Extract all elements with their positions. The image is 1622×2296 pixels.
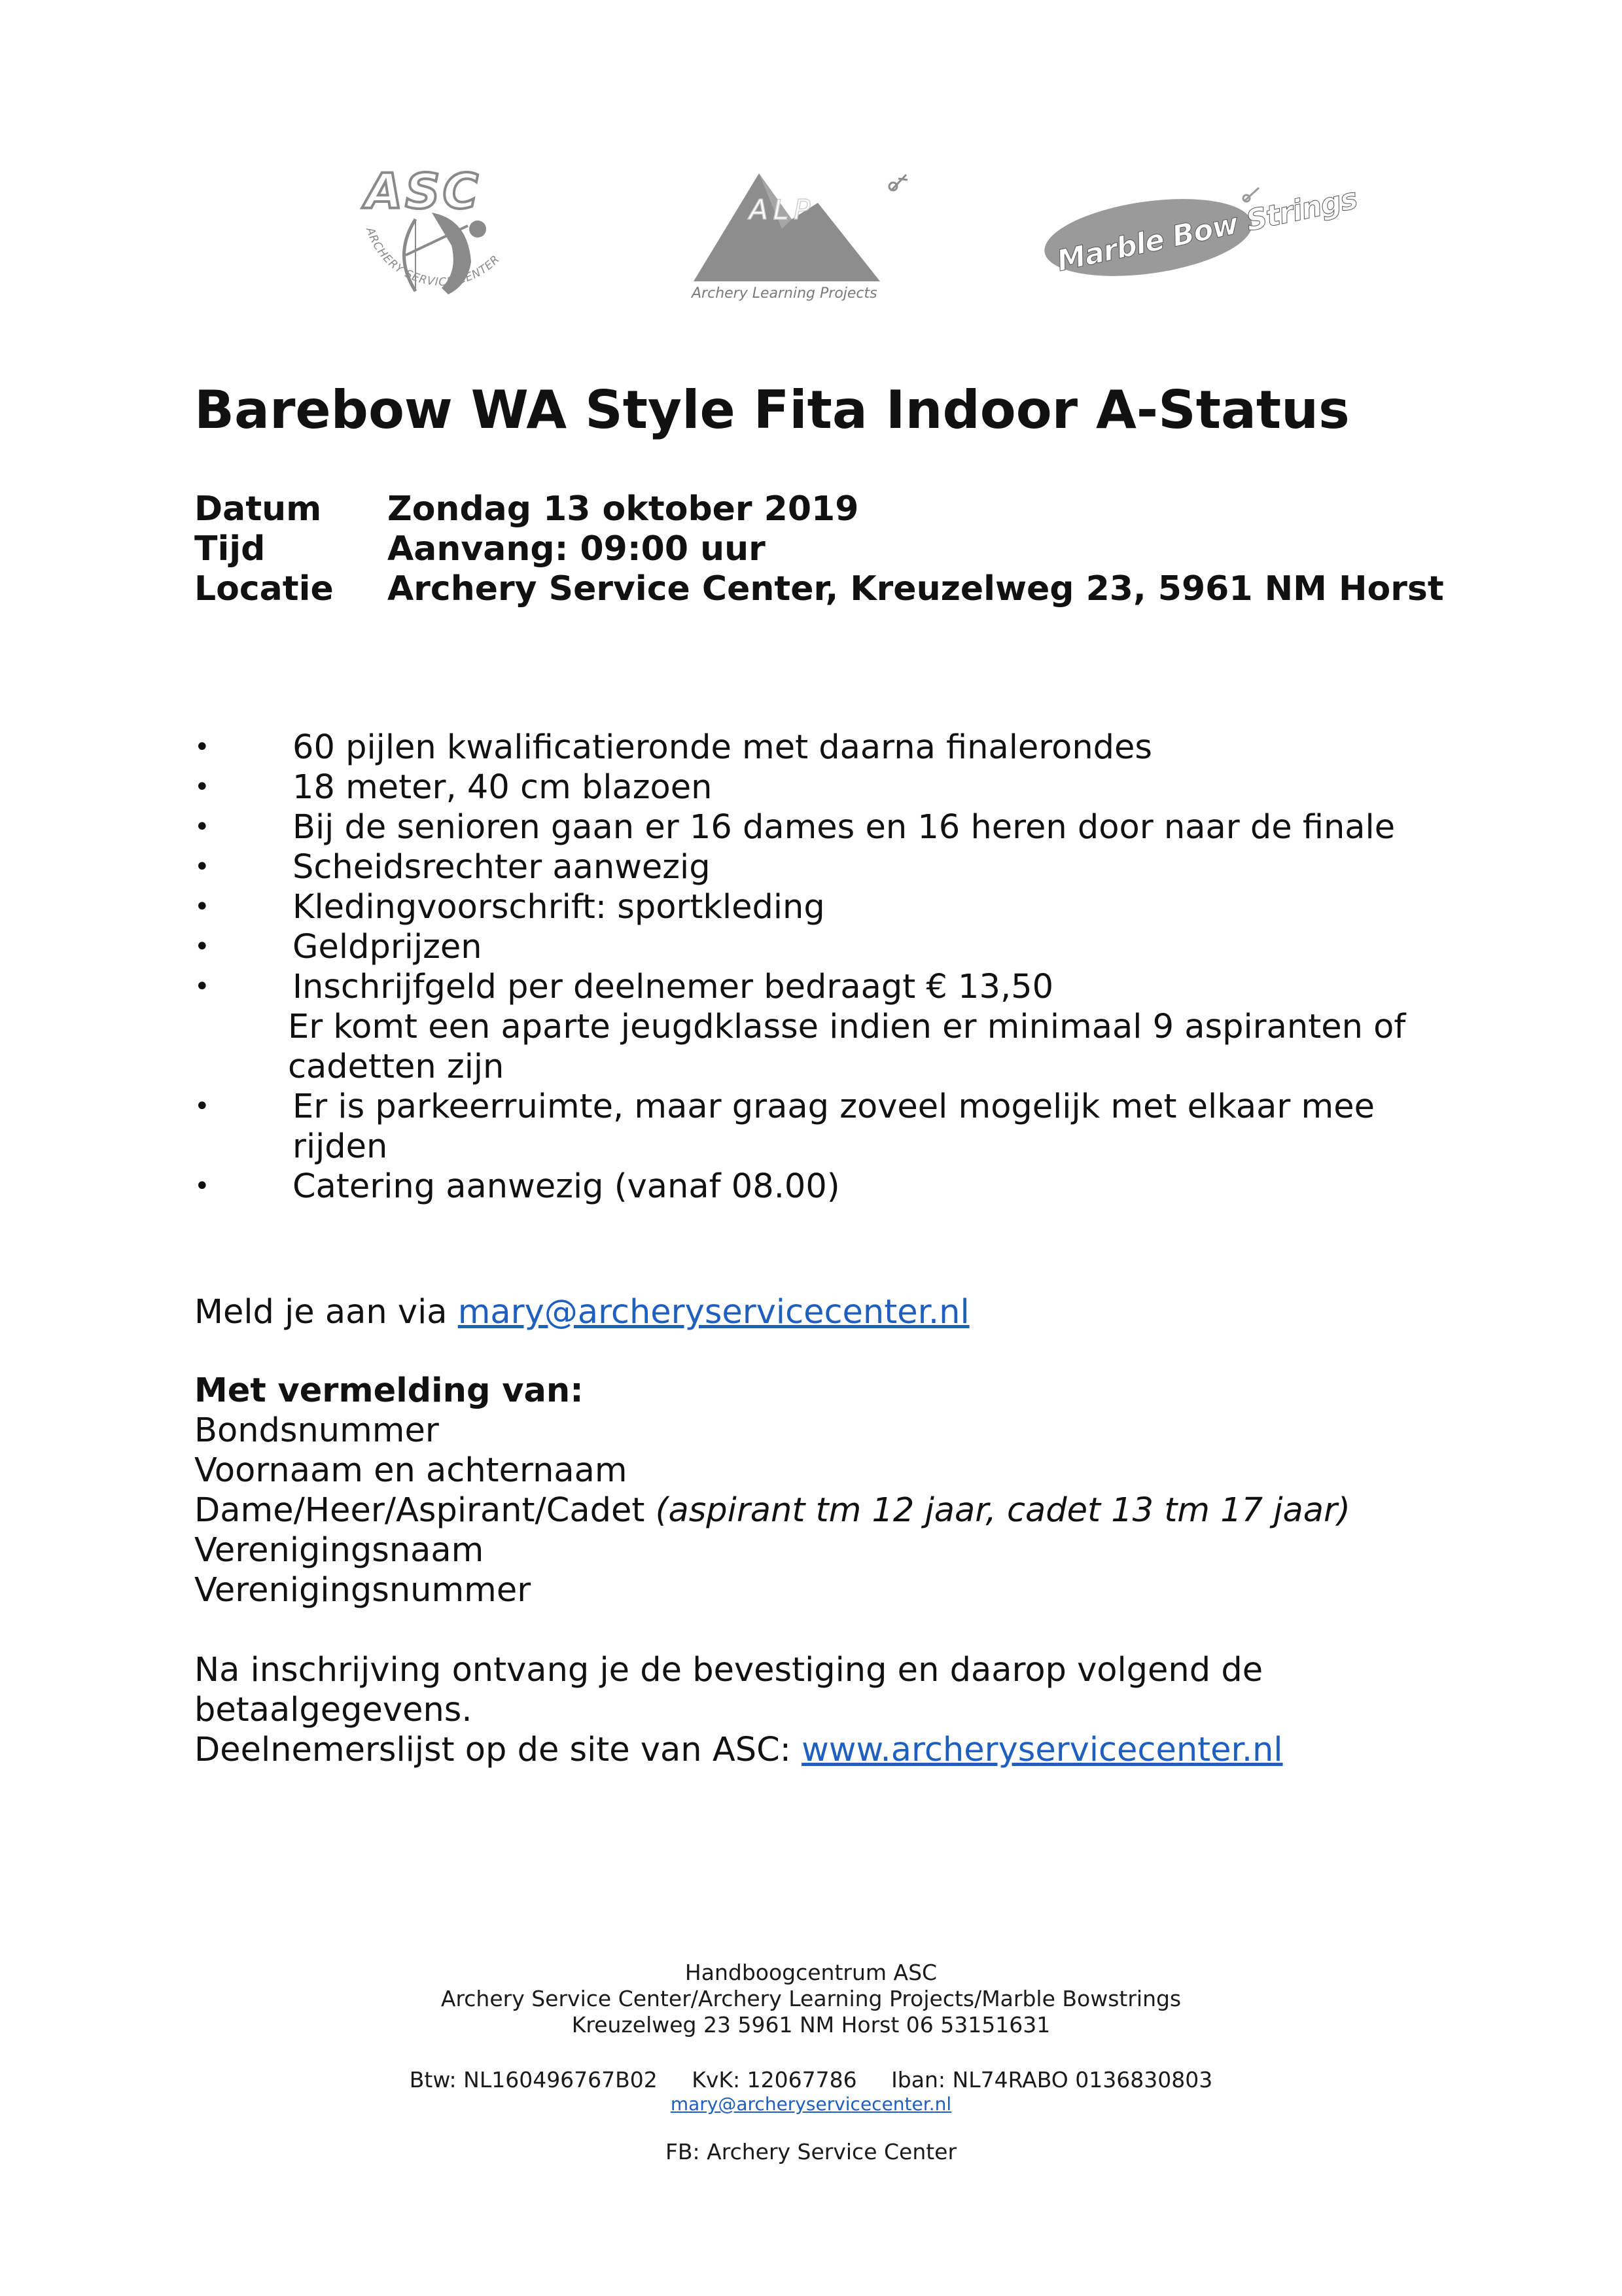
list-item-text: Catering aanwezig (vanaf 08.00) [292, 1167, 840, 1206]
signup-line [194, 1292, 970, 1332]
list-item [194, 768, 1536, 807]
list-item-text: Bij de senioren gaan er 16 dames en 16 heren door naar de finale [292, 808, 1396, 847]
alp-logo-caption: Archery Learning Projects [692, 285, 877, 302]
footer-line: Kreuzelweg 23 5961 NM Horst 06 53151631 [571, 2012, 1051, 2038]
required-fields [194, 1371, 1350, 1610]
bullet-icon: • [194, 972, 210, 1002]
footer-email-link[interactable]: mary@archeryservicecenter.nl [670, 2093, 952, 2115]
field-item: Verenigingsnaam [194, 1531, 484, 1570]
list-item [194, 967, 1536, 1007]
info-row-tijd [194, 529, 1444, 569]
list-item-text: Inschrijfgeld per deelnemer bedraagt € 13,50 [292, 968, 1054, 1006]
field-item: Verenigingsnummer [194, 1571, 531, 1610]
signup-email-link[interactable]: mary@archeryservicecenter.nl [457, 1293, 970, 1332]
bullet-icon: • [194, 732, 210, 762]
bullet-icon: • [194, 892, 210, 922]
bullet-icon: • [194, 812, 210, 842]
closing-text: Deelnemerslijst op de site van ASC: [194, 1731, 802, 1769]
list-item [194, 728, 1536, 768]
footer-line: Btw: NL160496767B02 KvK: 12067786 Iban: NL74RABO 0136830803 [409, 2067, 1213, 2093]
footer-line: FB: Archery Service Center [665, 2139, 957, 2164]
info-value: Aanvang: 09:00 uur [387, 529, 766, 569]
alp-logo-letters: ALP [749, 194, 816, 226]
list-item-text: 60 pijlen kwalificatieronde met daarna finalerondes [292, 728, 1152, 767]
info-label: Datum [194, 489, 322, 529]
event-info [194, 489, 1444, 609]
field-item: Bondsnummer [194, 1411, 439, 1450]
website-link[interactable]: www.archeryservicecenter.nl [802, 1731, 1283, 1769]
bullet-icon: • [194, 932, 210, 962]
marble-logo-text: Marble Bow Strings [1053, 182, 1360, 279]
list-item-text: Kledingvoorschrift: sportkleding [292, 888, 825, 927]
list-item-text: Er is parkeerruimte, maar graag zoveel mogelijk met elkaar mee [292, 1087, 1375, 1126]
field-item: Voornaam en achternaam [194, 1451, 627, 1490]
closing-line: betaalgegevens. [194, 1691, 472, 1729]
list-item-note: cadetten zijn [288, 1048, 504, 1086]
list-item [194, 1167, 1536, 1207]
signup-text: Meld je aan via [194, 1293, 458, 1332]
closing-line [194, 1730, 1283, 1770]
info-value: Zondag 13 oktober 2019 [387, 489, 859, 529]
list-item [194, 1087, 1536, 1127]
field-item-text: Dame/Heer/Aspirant/Cadet [194, 1491, 656, 1530]
list-item [194, 807, 1536, 847]
bullet-icon: • [194, 772, 210, 802]
asc-logo-letters: ASC [365, 164, 481, 220]
alp-logo [684, 167, 926, 304]
list-item [194, 847, 1536, 887]
bullet-icon: • [194, 852, 210, 882]
asc-logo-ring-text: ARCHERY SERVICE CENTER [363, 226, 503, 289]
info-row-locatie [194, 569, 1444, 609]
list-item-note: Er komt een aparte jeugdklasse indien er minimaal 9 aspiranten of [288, 1008, 1406, 1046]
page-title: Barebow WA Style Fita Indoor A-Status [194, 380, 1350, 440]
list-item-continuation [194, 1127, 1536, 1167]
list-item-text: Scheidsrechter aanwezig [292, 848, 711, 887]
asc-logo [353, 157, 523, 321]
field-item [194, 1491, 1350, 1530]
info-value: Archery Service Center, Kreuzelweg 23, 5961 NM Horst [387, 569, 1444, 609]
closing-line: Na inschrijving ontvang je de bevestiging en daarop volgend de [194, 1651, 1263, 1689]
field-item-note: (aspirant tm 12 jaar, cadet 13 tm 17 jaar) [655, 1491, 1350, 1530]
list-item-text: Geldprijzen [292, 928, 482, 966]
closing-paragraph [194, 1650, 1283, 1770]
list-item [194, 887, 1536, 927]
details-list [194, 728, 1536, 1207]
bullet-icon: • [194, 1091, 210, 1122]
info-label: Locatie [194, 569, 334, 609]
info-row-datum [194, 489, 1444, 529]
fields-heading: Met vermelding van: [194, 1371, 584, 1410]
footer-line: Archery Service Center/Archery Learning Projects/Marble Bowstrings [440, 1986, 1182, 2011]
bullet-icon: • [194, 1171, 210, 1201]
marble-bowstrings-logo [1040, 182, 1360, 279]
footer-line: Handboogcentrum ASC [684, 1960, 938, 1985]
list-item-text: rijden [292, 1127, 388, 1166]
footer [0, 1960, 1622, 2165]
info-label: Tijd [194, 529, 266, 569]
list-item-text: 18 meter, 40 cm blazoen [292, 768, 713, 807]
list-item [194, 927, 1536, 967]
